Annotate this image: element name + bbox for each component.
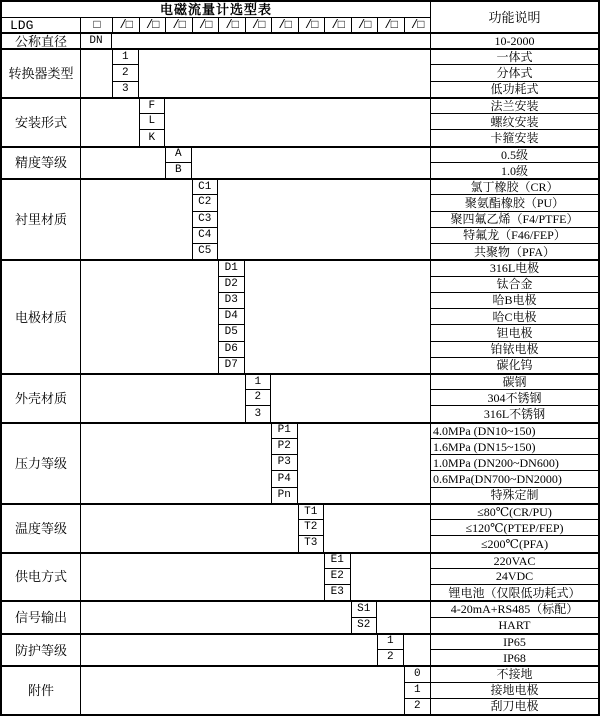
option-code: P1 [271, 422, 298, 438]
slash-selector-box: /□ [404, 17, 431, 32]
option-desc: ≤80℃(CR/PU) [430, 503, 598, 519]
slash-selector-box: /□ [271, 17, 298, 32]
option-code: 2 [112, 64, 139, 80]
option-code: DN [80, 32, 112, 48]
option-desc: 不接地 [430, 665, 598, 681]
option-desc: 特殊定制 [430, 487, 598, 503]
right-filler [351, 552, 431, 601]
left-filler [80, 48, 112, 97]
option-code: F [139, 97, 166, 113]
option-desc: 哈C电极 [430, 308, 598, 324]
slash-selector-box: /□ [139, 17, 166, 32]
option-code: C2 [192, 194, 219, 210]
option-code: P3 [271, 454, 298, 470]
option-desc: ≤120℃(PTEP/FEP) [430, 519, 598, 535]
option-code: T2 [298, 519, 325, 535]
option-desc: 刮刀电极 [430, 698, 598, 714]
option-desc: 特氟龙（F46/FEP） [430, 227, 598, 243]
option-code: 3 [245, 405, 272, 421]
option-desc: 220VAC [430, 552, 598, 568]
option-code: L [139, 113, 166, 129]
category-label: 安装形式 [2, 97, 80, 146]
right-filler [377, 600, 430, 632]
right-filler [404, 633, 431, 665]
option-desc: 接地电极 [430, 682, 598, 698]
option-desc: 哈B电极 [430, 292, 598, 308]
slash-selector-box: /□ [324, 17, 351, 32]
category-label: 压力等级 [2, 422, 80, 503]
option-code: 0 [404, 665, 431, 681]
option-code: P2 [271, 438, 298, 454]
right-filler [192, 146, 431, 178]
option-code: D6 [218, 341, 245, 357]
option-code: D7 [218, 357, 245, 373]
right-filler [298, 422, 431, 503]
option-code: T3 [298, 535, 325, 551]
option-desc: 4-20mA+RS485（标配） [430, 600, 598, 616]
right-filler [139, 48, 431, 97]
option-code: 1 [404, 682, 431, 698]
left-filler [80, 422, 271, 503]
option-code: 2 [404, 698, 431, 714]
right-filler [165, 97, 430, 146]
option-desc: 316L电极 [430, 259, 598, 275]
option-desc: 1.6MPa (DN15~150) [430, 438, 598, 454]
right-filler [218, 178, 430, 259]
left-filler [80, 503, 298, 552]
category-label: 电极材质 [2, 259, 80, 373]
slash-selector-box: /□ [218, 17, 245, 32]
option-desc: IP68 [430, 649, 598, 665]
option-code: 3 [112, 81, 139, 97]
left-filler [80, 633, 377, 665]
option-code: P4 [271, 470, 298, 486]
category-label: 信号输出 [2, 600, 80, 632]
category-label: 外壳材质 [2, 373, 80, 422]
option-desc: 法兰安装 [430, 97, 598, 113]
option-desc: 一体式 [430, 48, 598, 64]
option-desc: 10-2000 [430, 32, 598, 48]
option-code: S1 [351, 600, 378, 616]
option-code: A [165, 146, 192, 162]
option-desc: 低功耗式 [430, 81, 598, 97]
table-title: 电磁流量计选型表 [159, 2, 272, 17]
slash-selector-box: /□ [298, 17, 325, 32]
option-code: T1 [298, 503, 325, 519]
option-code: B [165, 162, 192, 178]
option-code: E3 [324, 584, 351, 600]
option-desc: 卡箍安装 [430, 129, 598, 145]
option-desc: ≤200℃(PFA) [430, 535, 598, 551]
right-filler [324, 503, 430, 552]
left-filler [80, 665, 404, 714]
option-code: 1 [112, 48, 139, 64]
option-code: K [139, 129, 166, 145]
option-desc: 1.0MPa (DN200~DN600) [430, 454, 598, 470]
model-prefix: LDG [2, 17, 80, 32]
left-filler [80, 178, 192, 259]
option-code: C1 [192, 178, 219, 194]
option-desc: 304不锈钢 [430, 389, 598, 405]
left-filler [80, 97, 139, 146]
option-code: 1 [377, 633, 404, 649]
option-desc: 氯丁橡胶（CR） [430, 178, 598, 194]
option-code: 2 [245, 389, 272, 405]
option-code: 1 [245, 373, 272, 389]
option-desc: 1.0级 [430, 162, 598, 178]
option-desc: 锂电池（仅限低功耗式） [430, 584, 598, 600]
left-filler [80, 146, 165, 178]
left-filler [80, 600, 351, 632]
option-code: 2 [377, 649, 404, 665]
slash-selector-box: /□ [245, 17, 272, 32]
option-desc: 0.5级 [430, 146, 598, 162]
option-desc: 24VDC [430, 568, 598, 584]
right-filler [112, 32, 430, 48]
option-code: E1 [324, 552, 351, 568]
category-label: 供电方式 [2, 552, 80, 601]
option-code: D4 [218, 308, 245, 324]
category-label: 衬里材质 [2, 178, 80, 259]
option-desc: 铂铱电极 [430, 341, 598, 357]
option-code: D1 [218, 259, 245, 275]
option-desc: 钽电极 [430, 324, 598, 340]
right-filler [245, 259, 431, 373]
option-code: D2 [218, 276, 245, 292]
category-label: 附件 [2, 665, 80, 714]
category-label: 精度等级 [2, 146, 80, 178]
option-desc: 钛合金 [430, 276, 598, 292]
option-desc: 碳钢 [430, 373, 598, 389]
option-desc: 0.6MPa(DN700~DN2000) [430, 470, 598, 486]
slash-selector-box: /□ [192, 17, 219, 32]
option-code: C5 [192, 243, 219, 259]
category-label: 转换器类型 [2, 48, 80, 97]
option-code: Pn [271, 487, 298, 503]
left-filler [80, 552, 324, 601]
category-label: 温度等级 [2, 503, 80, 552]
option-code: D5 [218, 324, 245, 340]
option-desc: 分体式 [430, 64, 598, 80]
left-filler [80, 373, 245, 422]
option-desc: 螺纹安装 [430, 113, 598, 129]
option-desc: 316L不锈钢 [430, 405, 598, 421]
slash-selector-box: /□ [377, 17, 404, 32]
option-code: S2 [351, 617, 378, 633]
category-label: 公称直径 [2, 32, 80, 48]
option-code: D3 [218, 292, 245, 308]
left-filler [80, 259, 218, 373]
option-code: C4 [192, 227, 219, 243]
option-desc: 4.0MPa (DN10~150) [430, 422, 598, 438]
selector-box: □ [80, 17, 112, 32]
option-code: C3 [192, 211, 219, 227]
category-label: 防护等级 [2, 633, 80, 665]
option-desc: 共聚物（PFA） [430, 243, 598, 259]
option-desc: HART [430, 617, 598, 633]
option-code: E2 [324, 568, 351, 584]
right-filler [271, 373, 430, 422]
slash-selector-box: /□ [351, 17, 378, 32]
option-desc: 聚氨酯橡胶（PU） [430, 194, 598, 210]
function-header: 功能说明 [430, 2, 598, 32]
option-desc: 聚四氟乙烯（F4/PTFE） [430, 211, 598, 227]
slash-selector-box: /□ [165, 17, 192, 32]
slash-selector-box: /□ [112, 17, 139, 32]
option-desc: 碳化钨 [430, 357, 598, 373]
option-desc: IP65 [430, 633, 598, 649]
